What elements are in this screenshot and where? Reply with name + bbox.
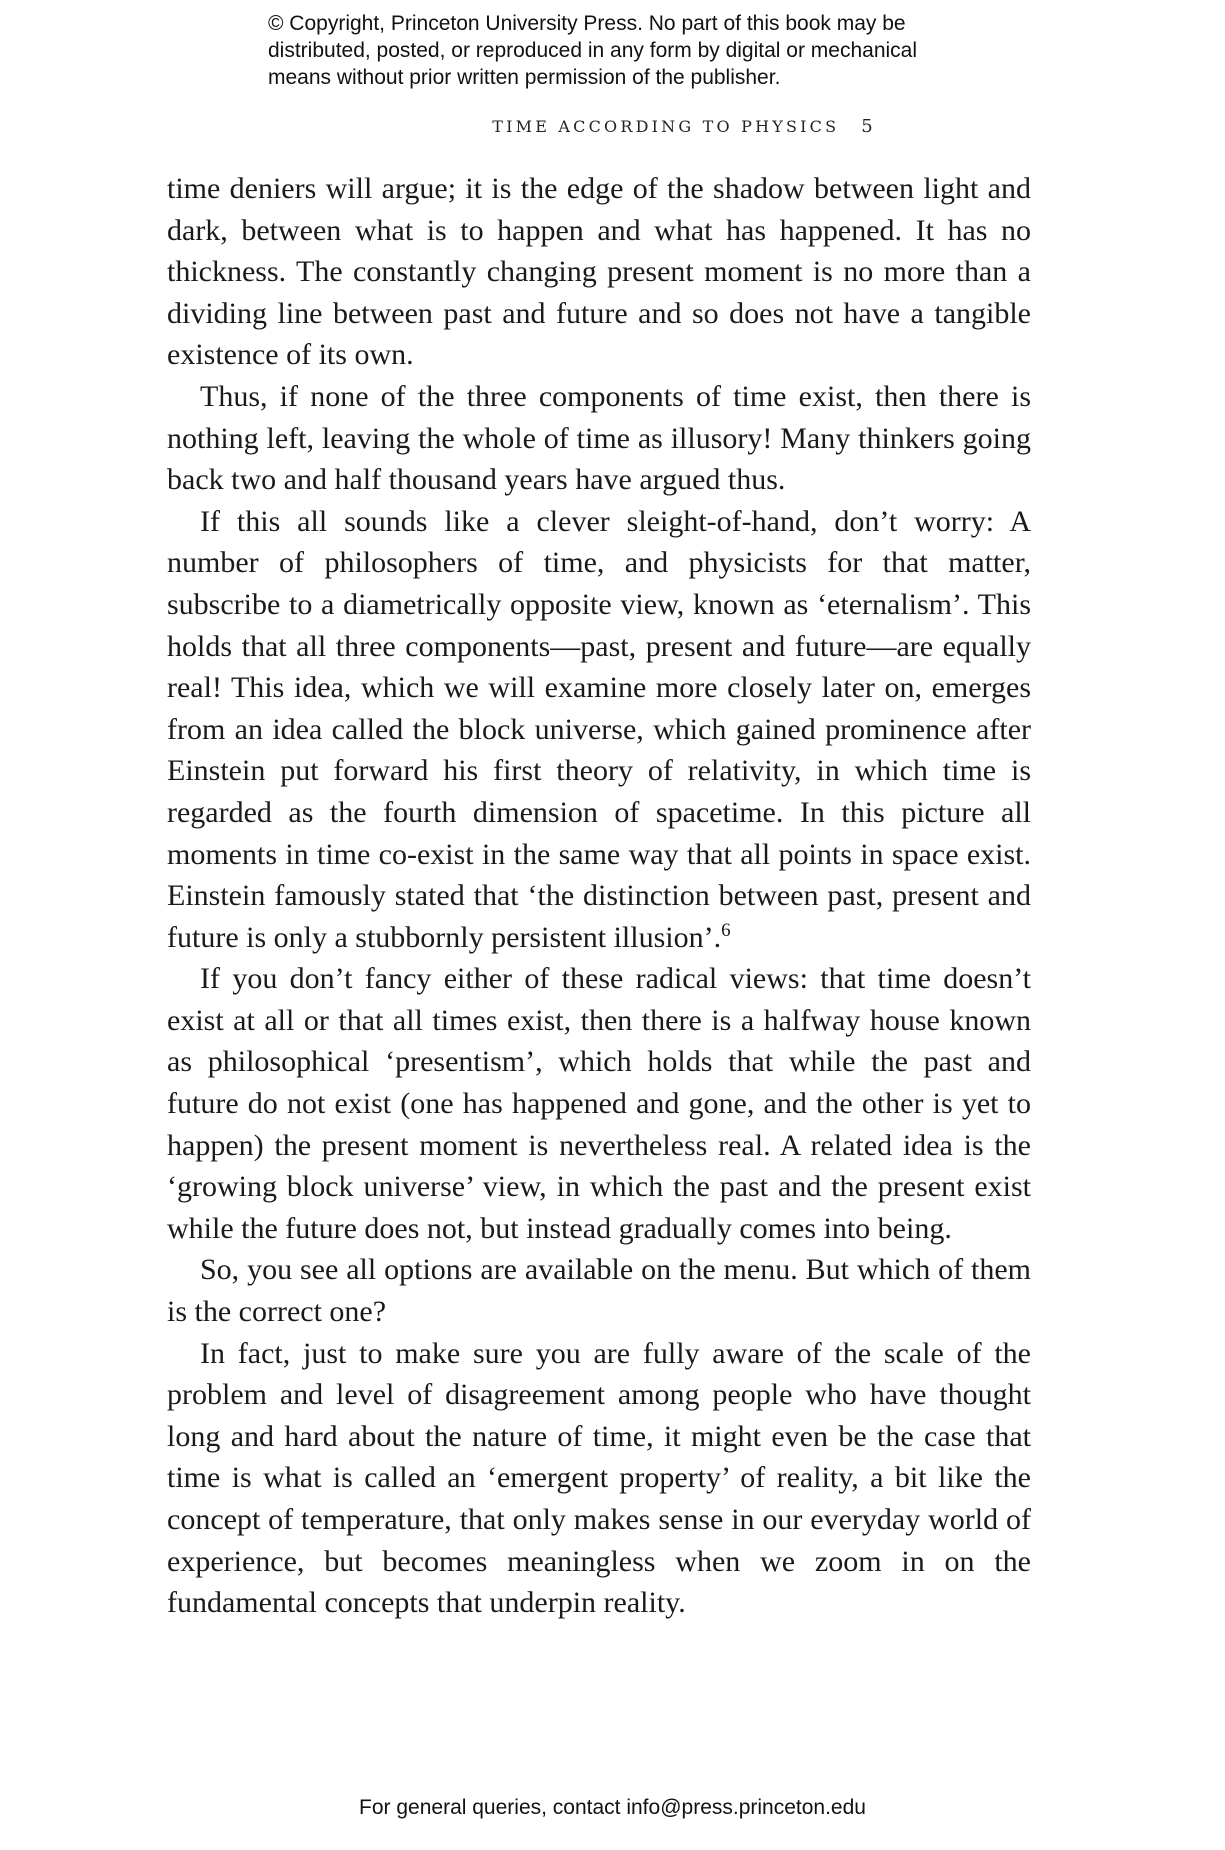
paragraph-5: So, you see all options are available on the menu. But which of them is the correct one? (167, 1253, 1031, 1329)
paragraph-1: time deniers will argue; it is the edge of the shadow between light and dark, between what is to happen and what has happened. It has no thickness. The constantly changing present moment is no more than a dividing line between past and future and so does not have a tangible existence of its own. (167, 172, 1031, 372)
copyright-line-1: © Copyright, Princeton University Press. No part of this book may be (268, 12, 906, 35)
paragraph-6: In fact, just to make sure you are fully aware of the scale of the problem and level of disagreement among people who have thought long and hard about the nature of time, it might even be the case that time is what is called an ‘emergent property’ of reality, a bit like the concept of temperature, that only makes sense in our everyday world of experience, but becomes meaningless when we zoom in on the fundamental concepts that underpin reality. (167, 1336, 1031, 1620)
paragraph-2: Thus, if none of the three components of time exist, then there is nothing left, leaving the whole of time as illusory! Many thinkers going back two and half thousand years have argued thus. (167, 379, 1031, 497)
running-head (0, 116, 1225, 137)
paragraph-3 (167, 501, 1031, 959)
copyright-line-2: distributed, posted, or reproduced in any form by digital or mechanical (268, 39, 918, 62)
body-text (167, 168, 1031, 1624)
footnote-marker: 6 (721, 919, 731, 941)
paragraph-4: If you don’t fancy either of these radical views: that time doesn’t exist at all or that all times exist, then there is a halfway house known as philosophical ‘presentism’, which holds that while the past and future do not exist (one has happened and gone, and the other is yet to happen) the present moment is nevertheless real. A related idea is the ‘growing block universe’ view, in which the past and the present exist while the future does not, but instead gradually comes into being. (167, 962, 1031, 1245)
running-head-title: TIME ACCORDING TO PHYSICS (492, 117, 840, 136)
copyright-line-3: means without prior written permission of the publisher. (268, 66, 781, 89)
paragraph-3-text: If this all sounds like a clever sleight-of-hand, don’t worry: A number of philosophers of time, and physicists for that matter, subscribe to a diametrically opposite view, known as ‘eternalism’. This holds that all three components—past, present and future—are equally real! This idea, which we will examine more closely later on, emerges from an idea called the block universe, which gained prominence after Einstein put forward his first theory of relativity, in which time is regarded as the fourth dimension of spacetime. In this picture all moments in time co-exist in the same way that all points in space exist. Einstein famously stated that ‘the distinction between past, present and future is only a stubbornly persistent illusion’. (167, 504, 1031, 954)
page-number: 5 (861, 116, 873, 137)
footer-contact: For general queries, contact info@press.princeton.edu (359, 1796, 866, 1819)
copyright-notice (268, 10, 1028, 91)
